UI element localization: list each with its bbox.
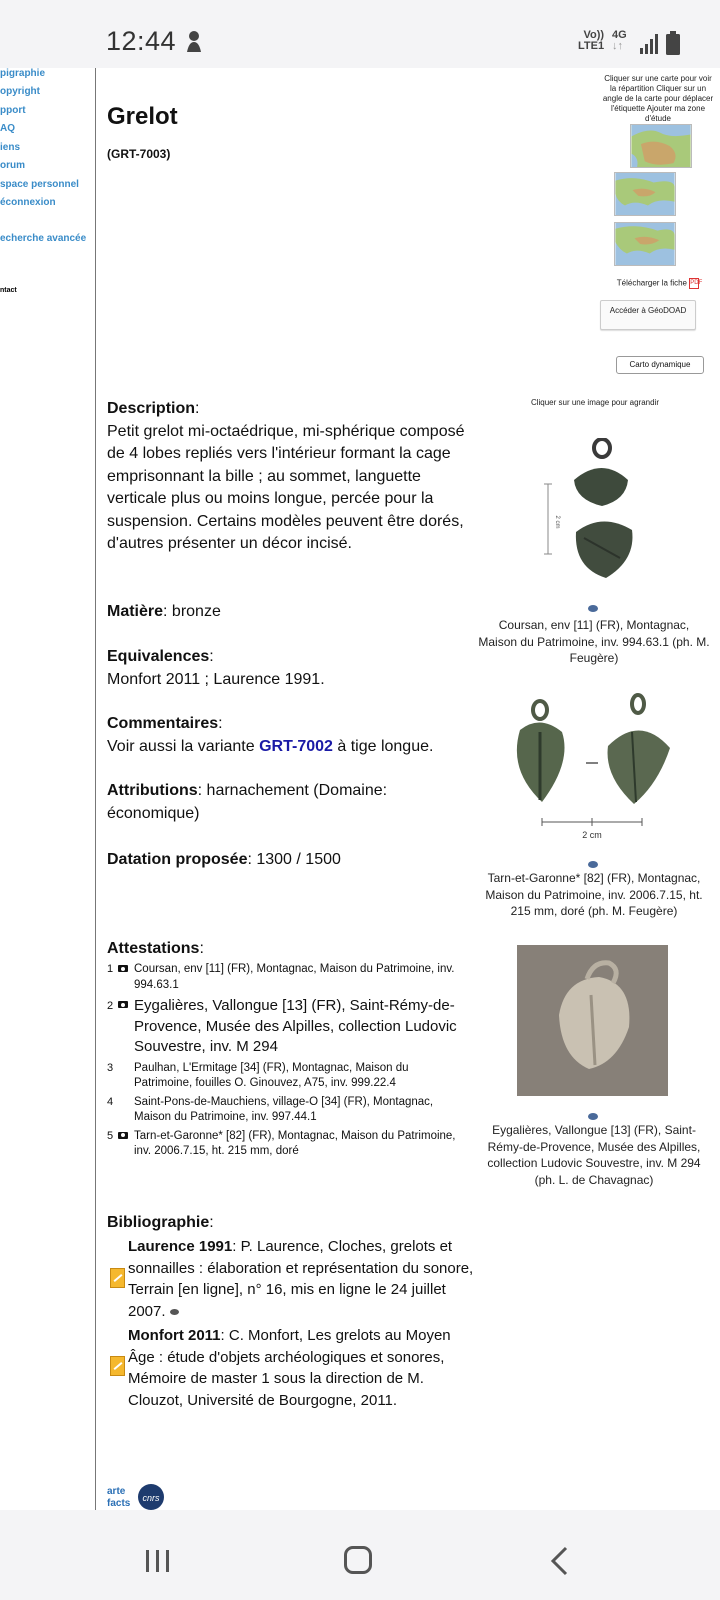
image-caption: Eygalières, Vallongue [13] (FR), Saint-Rémy-de-Provence, Musée des Alpilles, collection Ludovic Souvestre, inv. M 294 (ph. L. de Chavagnac) <box>487 1123 701 1187</box>
sidebar <box>0 68 96 1518</box>
description-text: Petit grelot mi-octaédrique, mi-sphérique composé de 4 lobes repliés vers l'intérieur formant la cage emprisonnant la bille ; au sommet, languette verticale plus ou moins longue, percée pour la suspension. Certains modèles peuvent être dorés, d'autres présenter un décor incisé. <box>107 422 465 552</box>
object-photo-3[interactable] <box>517 945 668 1096</box>
description-section: Description: Petit grelot mi-octaédrique, mi-sphérique composé de 4 lobes repliés vers l'intérieur formant la cage emprisonnant la bille ; au sommet, languette verticale plus ou moins longue, percée pour la suspension. Certains modèles peuvent être dorés, d'autres présenter un décor incisé. <box>107 398 467 556</box>
sidebar-item-epigraphie[interactable]: pigraphie <box>0 68 46 79</box>
sidebar-item-support[interactable]: pport <box>0 105 26 116</box>
bibliography-entry: Monfort 2011: C. Monfort, Les grelots au Moyen Âge : étude d'objets archéologiques et sonores, Mémoire de master 1 sous la direction de M. Clouzot, Université de Bourgogne, 2011. <box>128 1327 451 1409</box>
attributions-value: harnachement (Domaine: économique) <box>107 782 388 822</box>
attributions-section: Attributions: harnachement (Domaine: économique) <box>107 782 388 822</box>
image-caption: Coursan, env [11] (FR), Montagnac, Maison du Patrimoine, inv. 994.63.1 (ph. M. Feugère) <box>478 618 710 665</box>
sidebar-item-deconnexion[interactable]: éconnexion <box>0 197 56 208</box>
svg-text:arte: arte <box>107 1486 126 1497</box>
image-caption: Tarn-et-Garonne* [82] (FR), Montagnac, Maison du Patrimoine, inv. 2006.7.15, ht. 215 mm, doré (ph. M. Feugère) <box>485 871 703 918</box>
datation-section: Datation proposée: 1300 / 1500 <box>107 851 341 868</box>
map-hint: Cliquer sur une carte pour voir la répartition Cliquer sur un angle de la carte pour déplacer l'étiquette Ajouter ma zone d'étude <box>602 74 714 123</box>
attestation-item[interactable]: 1 Coursan, env [11] (FR), Montagnac, Maison du Patrimoine, inv. 994.63.1 <box>107 963 455 991</box>
status-bar <box>0 0 720 68</box>
attestation-item[interactable]: 2 Eygalières, Vallongue [13] (FR), Saint-Rémy-de-Provence, Musée des Alpilles, collection Ludovic Souvestre, inv. M 294 <box>107 997 457 1055</box>
image-hint: Cliquer sur une image pour agrandir <box>530 398 660 407</box>
camera-icon <box>118 1132 128 1139</box>
object-photo-2[interactable] <box>500 692 690 842</box>
view-icon[interactable] <box>588 605 598 612</box>
equivalences-section: Equivalences: Monfort 2011 ; Laurence 1991. <box>107 646 467 691</box>
sidebar-item-faq[interactable]: AQ <box>0 123 15 134</box>
sidebar-item-contact[interactable]: ntact <box>0 287 17 294</box>
attestations-list <box>107 962 467 1163</box>
object-photo-1[interactable] <box>540 438 650 588</box>
page-title: Grelot <box>107 103 178 130</box>
svg-text:cnrs: cnrs <box>142 1493 160 1503</box>
bibliography-note-icon[interactable] <box>110 1356 125 1376</box>
sidebar-item-liens[interactable]: iens <box>0 142 21 153</box>
back-icon[interactable] <box>548 1546 572 1576</box>
sidebar-item-copyright[interactable]: opyright <box>0 86 40 97</box>
map-thumbnail-france[interactable] <box>630 124 692 168</box>
view-icon[interactable] <box>588 1113 598 1120</box>
signal-icon <box>640 34 660 54</box>
map-thumbnail-europe-1[interactable] <box>614 172 676 216</box>
equivalences-value: Monfort 2011 ; Laurence 1991. <box>107 670 325 688</box>
artefacts-cnrs-logo[interactable] <box>107 1483 167 1513</box>
pdf-icon: PDF <box>689 278 699 289</box>
matiere-value: bronze <box>171 603 221 620</box>
network-indicator: 4G ↓↑ <box>612 29 627 52</box>
sidebar-item-recherche-avancee[interactable]: echerche avancée <box>0 233 87 244</box>
scale-label: 2 cm <box>582 830 602 840</box>
camera-icon <box>118 965 128 972</box>
bibliography-entry: Laurence 1991: P. Laurence, Cloches, grelots et sonnailles : élaboration et représentation du sonore, Terrain [en ligne], n° 16, mis en ligne le 24 juillet 2007. <box>128 1238 474 1320</box>
scale-label: 2 cm <box>554 515 560 529</box>
commentaires-section: Commentaires: Voir aussi la variante GRT-7002 à tige longue. <box>107 715 434 755</box>
notification-icon <box>183 28 205 54</box>
volte-indicator: Vo)) LTE1 <box>578 29 605 52</box>
matiere-section: Matière: bronze <box>107 603 221 620</box>
view-icon[interactable] <box>170 1309 179 1315</box>
battery-icon <box>666 31 680 55</box>
description-label: Description <box>107 400 196 417</box>
view-icon[interactable] <box>588 861 598 868</box>
bibliographie-heading: Bibliographie: <box>107 1214 214 1231</box>
sidebar-item-espace-personnel[interactable]: space personnel <box>0 179 79 190</box>
attestation-item[interactable]: 4 Saint-Pons-de-Mauchiens, village-O [34] (FR), Montagnac, Maison du Patrimoine, inv. 997.44.1 <box>107 1095 434 1123</box>
object-code: (GRT-7003) <box>107 147 171 161</box>
camera-icon <box>118 1001 128 1008</box>
svg-text:facts: facts <box>107 1498 131 1509</box>
home-icon[interactable] <box>344 1546 372 1574</box>
attestation-item[interactable]: 5 Tarn-et-Garonne* [82] (FR), Montagnac, Maison du Patrimoine, inv. 2006.7.15, ht. 215 mm, doré <box>107 1129 456 1157</box>
status-time: 12:44 <box>106 26 177 56</box>
attestation-item[interactable]: 3 Paulhan, L'Ermitage [34] (FR), Montagnac, Maison du Patrimoine, fouilles O. Ginouvez, A75, inv. 999.22.4 <box>107 1061 409 1089</box>
map-thumbnail-europe-2[interactable] <box>614 222 676 266</box>
bibliography-note-icon[interactable] <box>110 1268 125 1288</box>
datation-value: 1300 / 1500 <box>256 851 341 868</box>
download-sheet-link[interactable]: Télécharger la fiche PDF <box>616 278 703 288</box>
variant-link[interactable]: GRT-7002 <box>259 737 333 755</box>
geodoad-button[interactable]: Accéder à GéoDOAD <box>600 300 696 330</box>
sidebar-item-forum[interactable]: orum <box>0 160 25 171</box>
recent-apps-icon[interactable] <box>144 1548 172 1574</box>
attestations-heading: Attestations: <box>107 940 204 957</box>
carto-dynamique-button[interactable]: Carto dynamique <box>616 356 704 374</box>
